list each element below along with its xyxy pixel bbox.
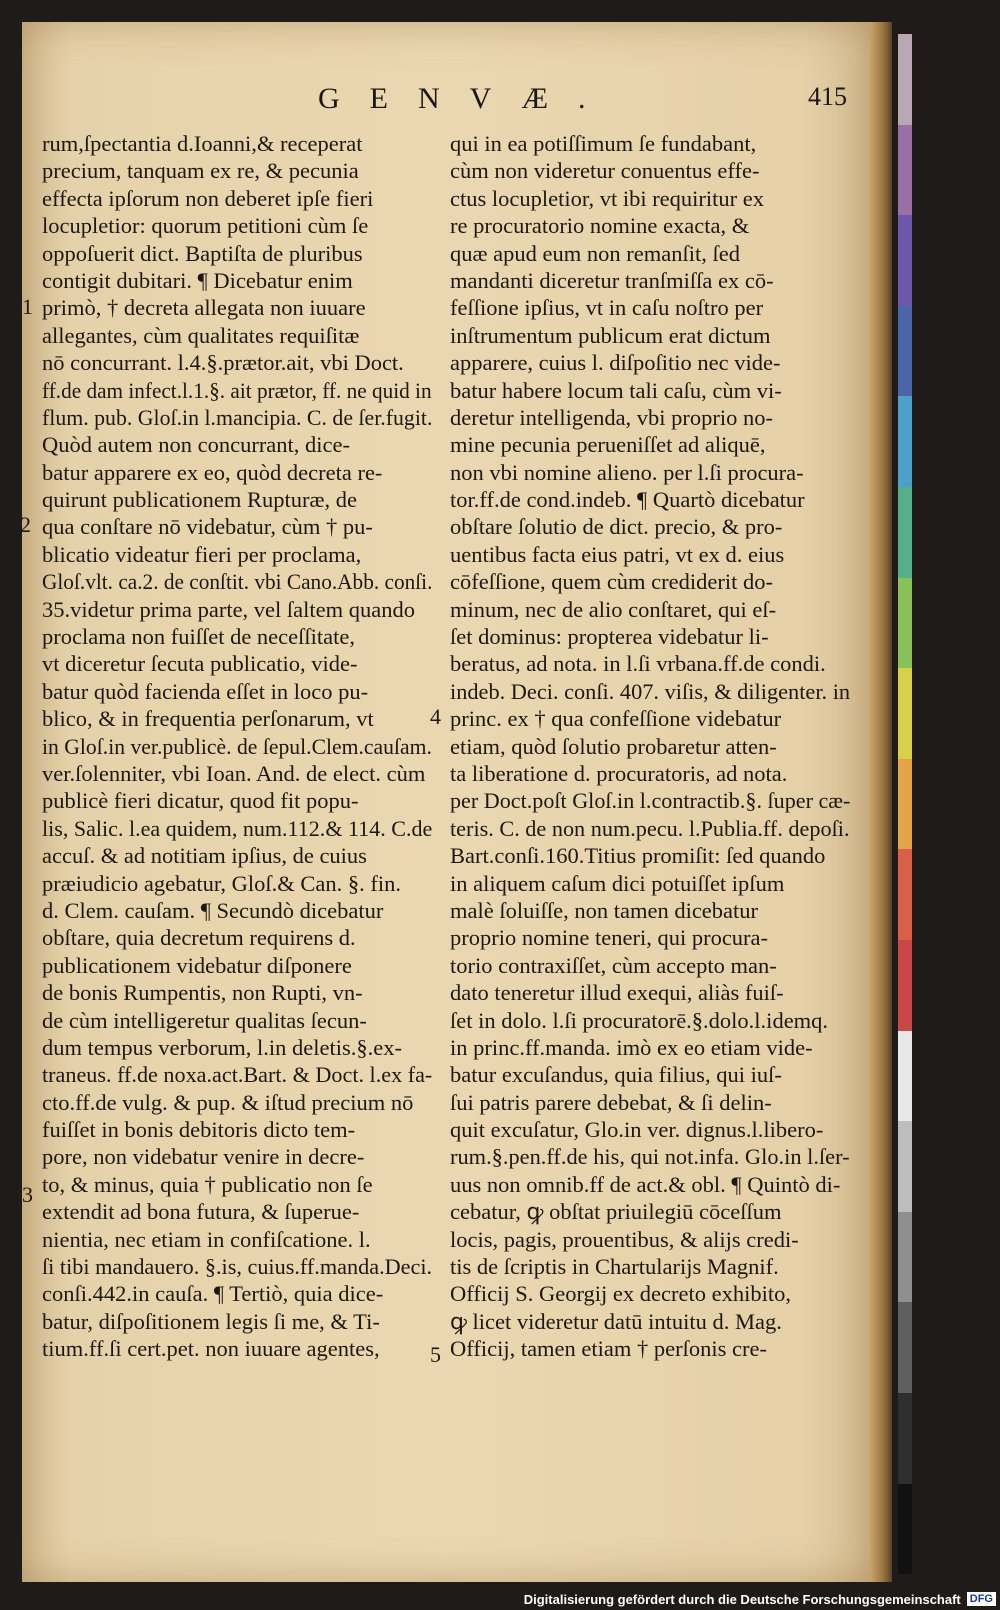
text-line: publicè fieri dicatur, quod fit popu- xyxy=(42,788,359,814)
text-line: quæ apud eum non remanſit, ſed xyxy=(450,240,740,266)
text-line: Gloſ.vlt. ca.2. de conſtit. vbi Cano.Abb. conſi. xyxy=(42,569,433,595)
text-line: cto.ff.de vulg. & pup. & iſtud precium nō xyxy=(42,1089,414,1115)
footer-text: Digitalisierung gefördert durch die Deutsche Forschungsgemeinschaft xyxy=(523,1591,961,1607)
text-line: proclama non fuiſſet de neceſſitate, xyxy=(42,624,355,650)
text-line: ver.ſolenniter, vbi Ioan. And. de elect. cùm xyxy=(42,760,426,786)
text-line: pore, non videbatur venire in decre- xyxy=(42,1144,365,1170)
text-line: dum tempus verborum, l.in deletis.§.ex- xyxy=(42,1034,402,1060)
text-line: mine pecunia perueniſſet ad aliquē, xyxy=(450,432,766,458)
text-line: to, & minus, quia † publicatio non ſe xyxy=(42,1171,373,1197)
text-line: allegantes, cùm qualitates requiſitæ xyxy=(42,322,360,348)
text-line: præiudicio agebatur, Gloſ.& Can. §. fin. xyxy=(42,870,402,896)
text-line: batur apparere ex eo, quòd decreta re- xyxy=(42,459,383,485)
text-line: blico, & in frequentia perſonarum, vt xyxy=(42,706,374,732)
text-line: Bart.conſi.160.Titius promiſit: ſed quando xyxy=(450,843,826,869)
right-text-column xyxy=(450,130,850,1363)
text-line: qua conſtare nō videbatur, cùm † pu- xyxy=(42,514,373,540)
text-line: batur habere locum tali caſu, cùm vi- xyxy=(450,377,782,403)
text-line: per Doct.poſt Gloſ.in l.contractib.§. ſuper cæ- xyxy=(450,788,851,814)
margin-number: 3 xyxy=(22,1182,33,1207)
running-head xyxy=(0,82,1000,122)
text-line: indeb. Deci. conſi. 407. viſis, & diligenter. in xyxy=(450,678,851,704)
text-line: flum. pub. Gloſ.in l.mancipia. C. de ſer.fugit. xyxy=(42,404,433,430)
text-line: fuiſſet in bonis debitoris dicto tem- xyxy=(42,1117,356,1143)
text-line: rum.§.pen.ff.de his, qui not.infa. Glo.in l.ſer- xyxy=(450,1144,850,1170)
text-line: publicationem videbatur diſponere xyxy=(42,952,352,978)
color-calibration-strip xyxy=(898,34,912,1574)
text-line: beratus, ad nota. in l.ſi vrbana.ff.de condi. xyxy=(450,651,826,677)
page-edge xyxy=(870,22,892,1582)
text-line: obſtare ſolutio de dict. precio, & pro- xyxy=(450,514,783,540)
text-line: de cùm intelligeretur qualitas ſecun- xyxy=(42,1007,367,1033)
text-line: quit excuſatur, Glo.in ver. dignus.l.libero- xyxy=(450,1117,824,1143)
text-line: ſi tibi mandauero. §.is, cuius.ff.manda.Deci. xyxy=(42,1254,433,1280)
text-line: uus non omnib.ff de act.& obl. ¶ Quintò di- xyxy=(450,1171,841,1197)
text-line: rum,ſpectantia d.Ioanni,& receperat xyxy=(42,131,363,156)
margin-number: 1 xyxy=(22,294,33,319)
margin-number: 4 xyxy=(430,704,441,729)
text-line: deretur intelligenda, vbi proprio no- xyxy=(450,404,774,430)
text-line: conſi.442.in cauſa. ¶ Tertiò, quia dice- xyxy=(42,1281,384,1307)
dfg-logo: DFG xyxy=(967,1592,996,1606)
text-line: in aliquem caſum dici potuiſſet ipſum xyxy=(450,870,785,896)
text-line: Quòd autem non concurrant, dice- xyxy=(42,432,351,458)
text-line: vt diceretur ſecuta publicatio, vide- xyxy=(42,651,358,677)
text-line: tium.ff.ſi cert.pet. non iuuare agentes, xyxy=(42,1336,380,1362)
text-line: locupletior: quorum petitioni cùm ſe xyxy=(42,213,369,239)
page-number: 415 xyxy=(808,82,847,111)
text-line: cōfeſſione, quem cùm crediderit do- xyxy=(450,569,773,595)
text-line: primò, † decreta allegata non iuuare xyxy=(42,295,366,321)
text-line: blicatio videatur fieri per proclama, xyxy=(42,541,362,567)
text-line: cebatur, ꝙ obſtat priuilegiū cōceſſum xyxy=(450,1199,782,1225)
text-line: quirunt publicationem Rupturæ, de xyxy=(42,487,357,513)
text-line: tis de ſcriptis in Chartularijs Magnif. xyxy=(450,1254,779,1280)
text-line: contigit dubitari. ¶ Dicebatur enim xyxy=(42,267,353,293)
text-line: nientia, nec etiam in confiſcatione. l. xyxy=(42,1226,371,1252)
text-line: nō concurrant. l.4.§.prætor.ait, vbi Doct. xyxy=(42,350,404,376)
text-line: accuſ. & ad notitiam ipſius, de cuius xyxy=(42,843,367,869)
text-line: batur quòd facienda eſſet in loco pu- xyxy=(42,678,369,704)
text-line: etiam, quòd ſolutio probaretur atten- xyxy=(450,733,777,759)
text-line: teris. C. de non num.pecu. l.Publia.ff. depoſi. xyxy=(450,815,850,841)
text-line: proprio nomine teneri, qui procura- xyxy=(450,925,769,951)
text-line: lis, Salic. l.ea quidem, num.112.& 114. C.de xyxy=(42,815,433,841)
text-line: ſui patris parere debebat, & ſi delin- xyxy=(450,1089,772,1115)
digitization-footer xyxy=(524,1590,996,1608)
text-line: cùm non videretur conuentus effe- xyxy=(450,158,760,184)
text-line: Officij, tamen etiam † perſonis cre- xyxy=(450,1336,767,1362)
text-line: tor.ff.de cond.indeb. ¶ Quartò dicebatur xyxy=(450,487,805,513)
text-line: inſtrumentum publicum erat dictum xyxy=(450,322,771,348)
text-line: dato teneretur illud exequi, aliàs fuiſ- xyxy=(450,980,784,1006)
text-line: in Gloſ.in ver.publicè. de ſepul.Clem.cauſam. xyxy=(42,733,432,759)
text-line: Officij S. Georgij ex decreto exhibito, xyxy=(450,1281,791,1307)
text-line: de bonis Rumpentis, non Rupti, vn- xyxy=(42,980,363,1006)
text-line: obſtare, quia decretum requirens d. xyxy=(42,925,356,951)
text-line: malè ſoluiſſe, non tamen dicebatur xyxy=(450,897,759,923)
margin-number: 2 xyxy=(20,512,31,537)
text-line: princ. ex † qua confeſſione videbatur xyxy=(450,706,782,732)
text-line: d. Clem. cauſam. ¶ Secundò dicebatur xyxy=(42,897,384,923)
text-line: apparere, cuius l. diſpoſitio nec vide- xyxy=(450,350,781,376)
text-line: 35.videtur prima parte, vel ſaltem quando xyxy=(42,596,416,622)
text-line: ctus locupletior, vt ibi requiritur ex xyxy=(450,185,765,211)
text-line: ſet in dolo. l.ſi procuratorē.§.dolo.l.idemq. xyxy=(450,1007,829,1033)
text-line: effecta ipſorum non deberet ipſe fieri xyxy=(42,185,374,211)
margin-number: 5 xyxy=(430,1342,441,1367)
text-line: extendit ad bona futura, & ſuperue- xyxy=(42,1199,360,1225)
left-text-column xyxy=(42,130,432,1363)
text-line: ꝙ licet videretur datū intuitu d. Mag. xyxy=(450,1308,782,1334)
text-line: re procuratorio nomine exacta, & xyxy=(450,213,750,239)
text-line: qui in ea potiſſimum ſe fundabant, xyxy=(450,131,757,156)
text-line: in princ.ff.manda. imò ex eo etiam vide- xyxy=(450,1034,813,1060)
text-line: minum, nec de alio conſtaret, qui eſ- xyxy=(450,596,777,622)
text-line: torio contraxiſſet, cùm accepto man- xyxy=(450,952,777,978)
text-line: ta liberatione d. procuratoris, ad nota. xyxy=(450,760,788,786)
text-line: oppoſuerit dict. Baptiſta de pluribus xyxy=(42,240,363,266)
text-line: ff.de dam infect.l.1.§. ait prætor, ff. ne quid in xyxy=(42,377,432,403)
text-line: batur, diſpoſitionem legis ſi me, & Ti- xyxy=(42,1308,380,1334)
text-line: feſſione ipſius, vt in caſu noſtro per xyxy=(450,295,764,321)
text-line: traneus. ff.de noxa.act.Bart. & Doct. l.ex fa- xyxy=(42,1062,433,1088)
text-line: locis, pagis, prouentibus, & alijs credi- xyxy=(450,1226,799,1252)
text-line: mandanti diceretur tranſmiſſa ex cō- xyxy=(450,267,774,293)
text-line: non vbi nomine alieno. per l.ſi procura- xyxy=(450,459,804,485)
running-title: GENVÆ. xyxy=(318,82,616,115)
text-line: uentibus facta eius patri, vt ex d. eius xyxy=(450,541,785,567)
text-line: batur excuſandus, quia filius, qui iuſ- xyxy=(450,1062,782,1088)
text-line: precium, tanquam ex re, & pecunia xyxy=(42,158,359,184)
text-line: ſet dominus: propterea videbatur li- xyxy=(450,624,769,650)
